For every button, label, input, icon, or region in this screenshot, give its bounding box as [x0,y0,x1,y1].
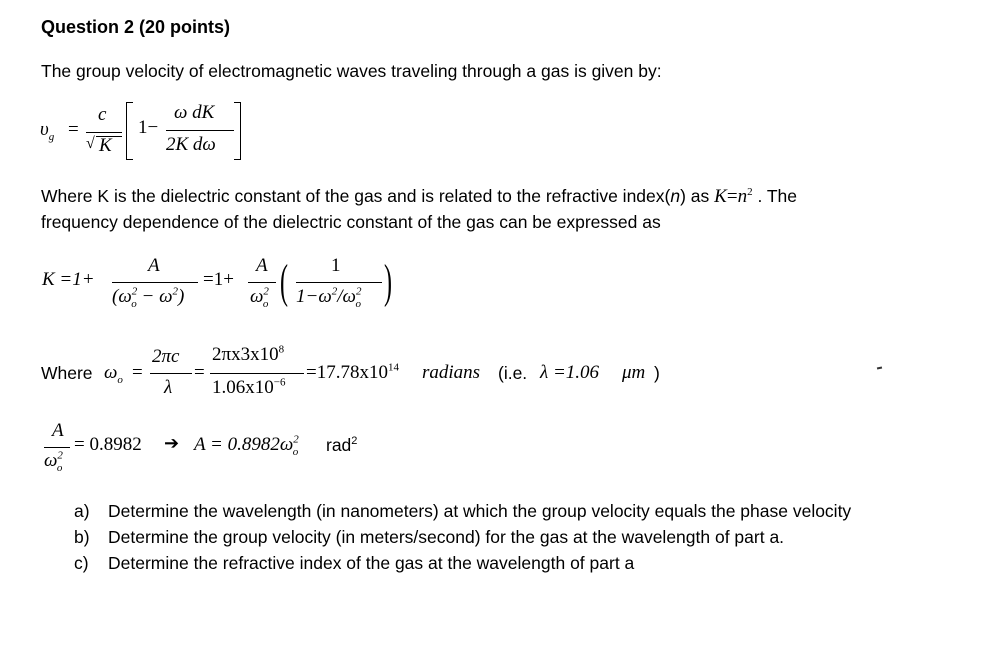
lambda-denominator: λ [164,377,173,398]
ie-label: (i.e. [498,363,528,383]
rad-unit: rad$^2$ [326,435,358,455]
intro-text: The group velocity of electromagnetic waves traveling through a gas is given by: [41,61,662,81]
lambda-value: λ =1.06 [540,362,600,383]
omega-diff-denominator: $(\omega^2_o - \omega^2)$ [112,285,185,310]
numeric-denominator: $1.06x10^{-6}$ [212,376,286,398]
close-paren: ) [654,363,660,383]
group-velocity-equation [38,100,268,164]
one-minus: 1− [138,117,159,138]
right-paren: ) [384,255,392,308]
one-minus-ratio: $1-\omega^2/\omega^2_o$ [296,285,362,310]
a-numerator-2: A [256,255,268,276]
part-a: a) Determine the wavelength (in nanometers) at which the group velocity equals the phase velocity [74,501,852,521]
omega-equation [40,340,680,406]
a-numerator: A [52,420,64,441]
dielectric-equation [40,252,410,324]
question-parts [74,498,854,576]
ratio-value: = 0.8982 [74,434,142,455]
fraction-bar [150,373,192,374]
fraction-bar [86,132,122,133]
two-pi-c: 2πc [152,346,180,367]
a-value: $A = 0.8982\omega^2_o$ [194,433,299,458]
radians-unit: radians [422,362,481,383]
result-value: $=17.78x10^{14}$ [306,361,399,383]
stray-mark [877,367,882,370]
sqrt-symbol: √ [86,135,95,152]
omega-o-squared: $\omega^2_o$ [44,449,63,474]
part-b: b) Determine the group velocity (in meters/second) for the gas at the wavelength of part a. [74,527,785,547]
domega-denominator: 2K dω [166,134,216,155]
equals-sign-2: = [194,362,205,383]
equals-one-plus: =1+ [203,269,234,290]
one-numerator: 1 [331,255,341,276]
micrometer-unit: μm [622,362,646,383]
omega-o-squared: $\omega^2_o$ [250,285,269,310]
question-title: Question 2 (20 points) [41,17,231,37]
vg-symbol: $\upsilon_g$ [40,119,55,143]
sqrt-k: K [99,135,112,156]
equals-sign: = [68,119,79,140]
right-bracket [234,102,241,160]
fraction-bar [248,282,276,283]
left-paren: ( [280,255,288,308]
fraction-bar [112,282,198,283]
where-k-line2: frequency dependence of the dielectric constant of the gas can be expressed as [41,212,661,232]
omega-o-symbol: $\omega_o$ [104,362,123,386]
domega-numerator: ω dK [174,102,215,123]
part-c: c) Determine the refractive index of the gas at the wavelength of part a [74,553,635,573]
arrow-icon: ➔ [164,433,180,453]
numeric-numerator: $2\pi x3x10^8$ [212,343,285,365]
fraction-bar [166,130,234,131]
where-label: Where [41,363,93,383]
fraction-bar [296,282,382,283]
fraction-bar [210,373,304,374]
a-numerator: A [148,255,160,276]
k-equals-one-plus: K =1+ [42,269,95,290]
equals-sign: = [132,362,143,383]
c-numerator: c [98,104,107,125]
left-bracket [126,102,133,160]
a-ratio-equation [40,420,400,482]
fraction-bar [44,447,70,448]
where-k-line1: Where K is the dielectric constant of the gas and is related to the refractive index(n) as $K=n^2$ . The [41,186,798,207]
